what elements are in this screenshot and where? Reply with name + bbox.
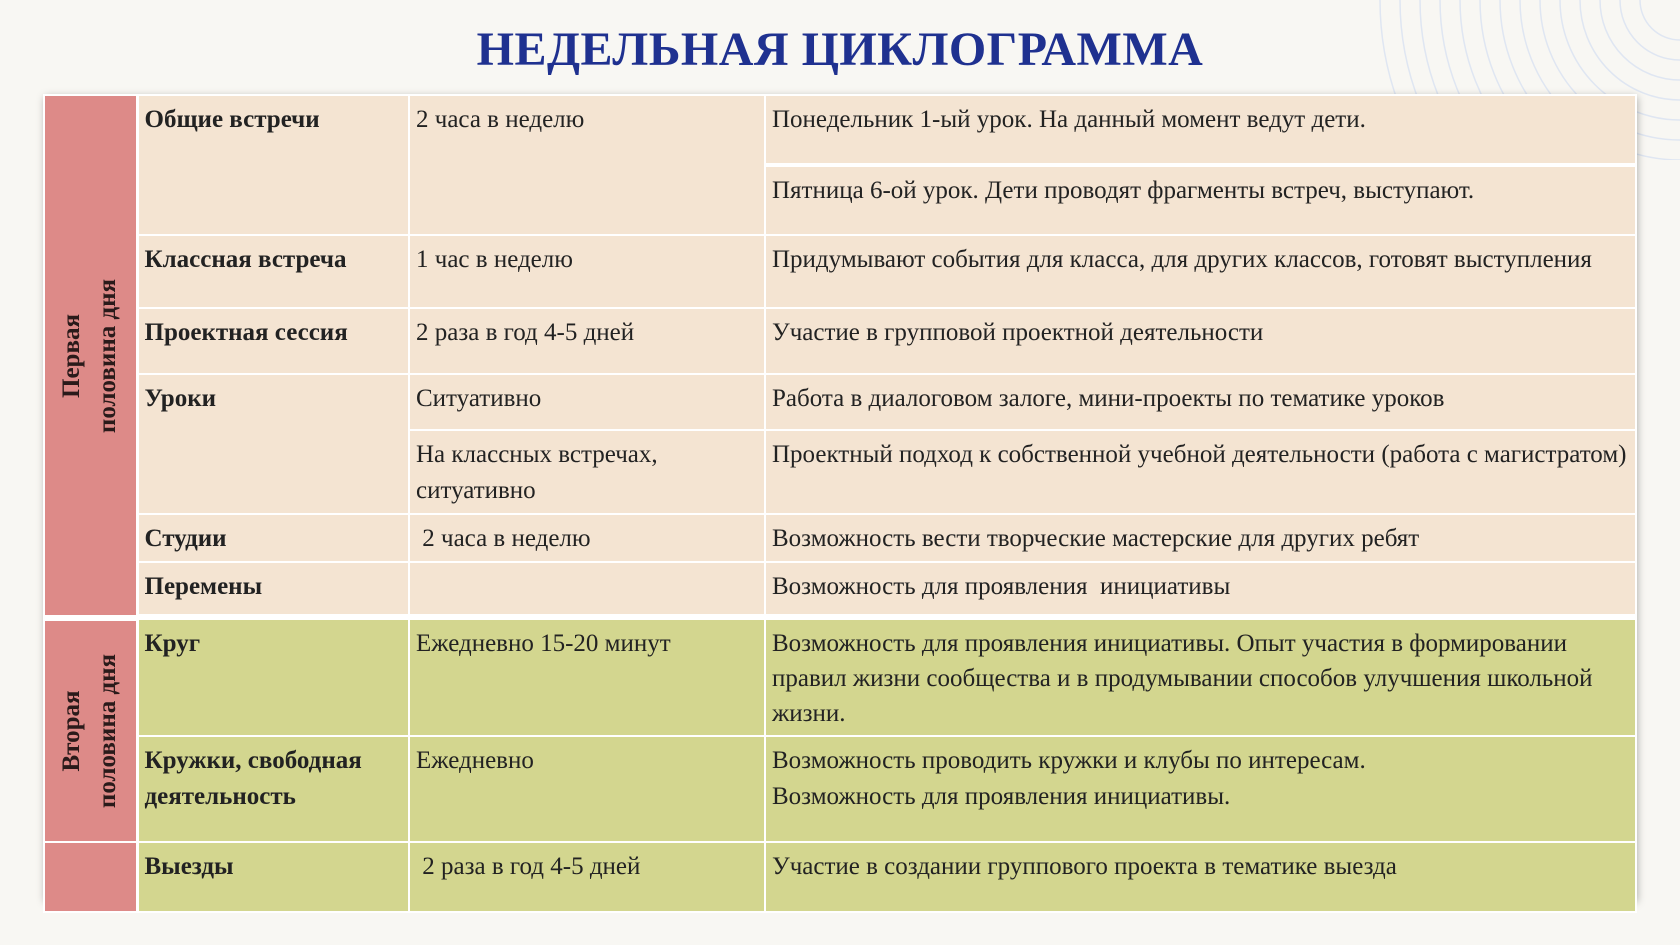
row-frequency (409, 562, 765, 615)
row-description: Возможность для проявления инициативы (765, 562, 1636, 615)
row-frequency: Ситуативно (409, 374, 765, 430)
table-row (44, 374, 1636, 430)
row-frequency: Ежедневно (409, 736, 765, 842)
table-row (44, 308, 1636, 374)
row-frequency: 2 часа в неделю (409, 514, 765, 562)
row-name: Общие встречи (137, 95, 409, 235)
row-name: Уроки (137, 374, 409, 514)
row-name: Классная встреча (137, 235, 409, 308)
row-frequency: Ежедневно 15-20 минут (409, 618, 765, 736)
row-description: Возможность для проявления инициативы. Опыт участия в формировании правил жизни сообщества и в продумывании способов улучшения школьной жизни. (765, 618, 1636, 736)
row-name: Перемены (137, 562, 409, 615)
table-row (44, 842, 1636, 912)
row-description: Пятница 6-ой урок. Дети проводят фрагменты встреч, выступают. (765, 165, 1636, 235)
cyclogram-table (43, 94, 1635, 899)
table-row (44, 736, 1636, 842)
table-row (44, 95, 1636, 165)
row-name: Выезды (137, 842, 409, 912)
table-row (44, 618, 1636, 736)
table-row (44, 562, 1636, 615)
row-description: Придумывают события для класса, для других классов, готовят выступления (765, 235, 1636, 308)
row-frequency: 2 раза в год 4-5 дней (409, 308, 765, 374)
row-name: Кружки, свободная деятельность (137, 736, 409, 842)
table-row (44, 514, 1636, 562)
row-description: Возможность вести творческие мастерские для других ребят (765, 514, 1636, 562)
row-name: Проектная сессия (137, 308, 409, 374)
row-description: Работа в диалоговом залоге, мини-проекты по тематике уроков (765, 374, 1636, 430)
row-description: Возможность проводить кружки и клубы по интересам. Возможность для проявления инициативы. (765, 736, 1636, 842)
row-frequency: 2 часа в неделю (409, 95, 765, 235)
row-frequency: 1 час в неделю (409, 235, 765, 308)
first-half-label: Первая половина дня (44, 95, 137, 618)
row-description: Участие в создании группового проекта в тематике выезда (765, 842, 1636, 912)
row-name: Студии (137, 514, 409, 562)
second-half-label: Вторая половина дня (44, 618, 137, 842)
row-description: Проектный подход к собственной учебной деятельности (работа с магистратом) (765, 430, 1636, 514)
row-description: Участие в групповой проектной деятельности (765, 308, 1636, 374)
row-name: Круг (137, 618, 409, 736)
table-row (44, 235, 1636, 308)
page-title: НЕДЕЛЬНАЯ ЦИКЛОГРАММА (476, 23, 1204, 76)
side-blank (44, 842, 137, 912)
row-frequency: На классных встречах, ситуативно (409, 430, 765, 514)
row-frequency: 2 раза в год 4-5 дней (409, 842, 765, 912)
row-description: Понедельник 1-ый урок. На данный момент ведут дети. (765, 95, 1636, 165)
